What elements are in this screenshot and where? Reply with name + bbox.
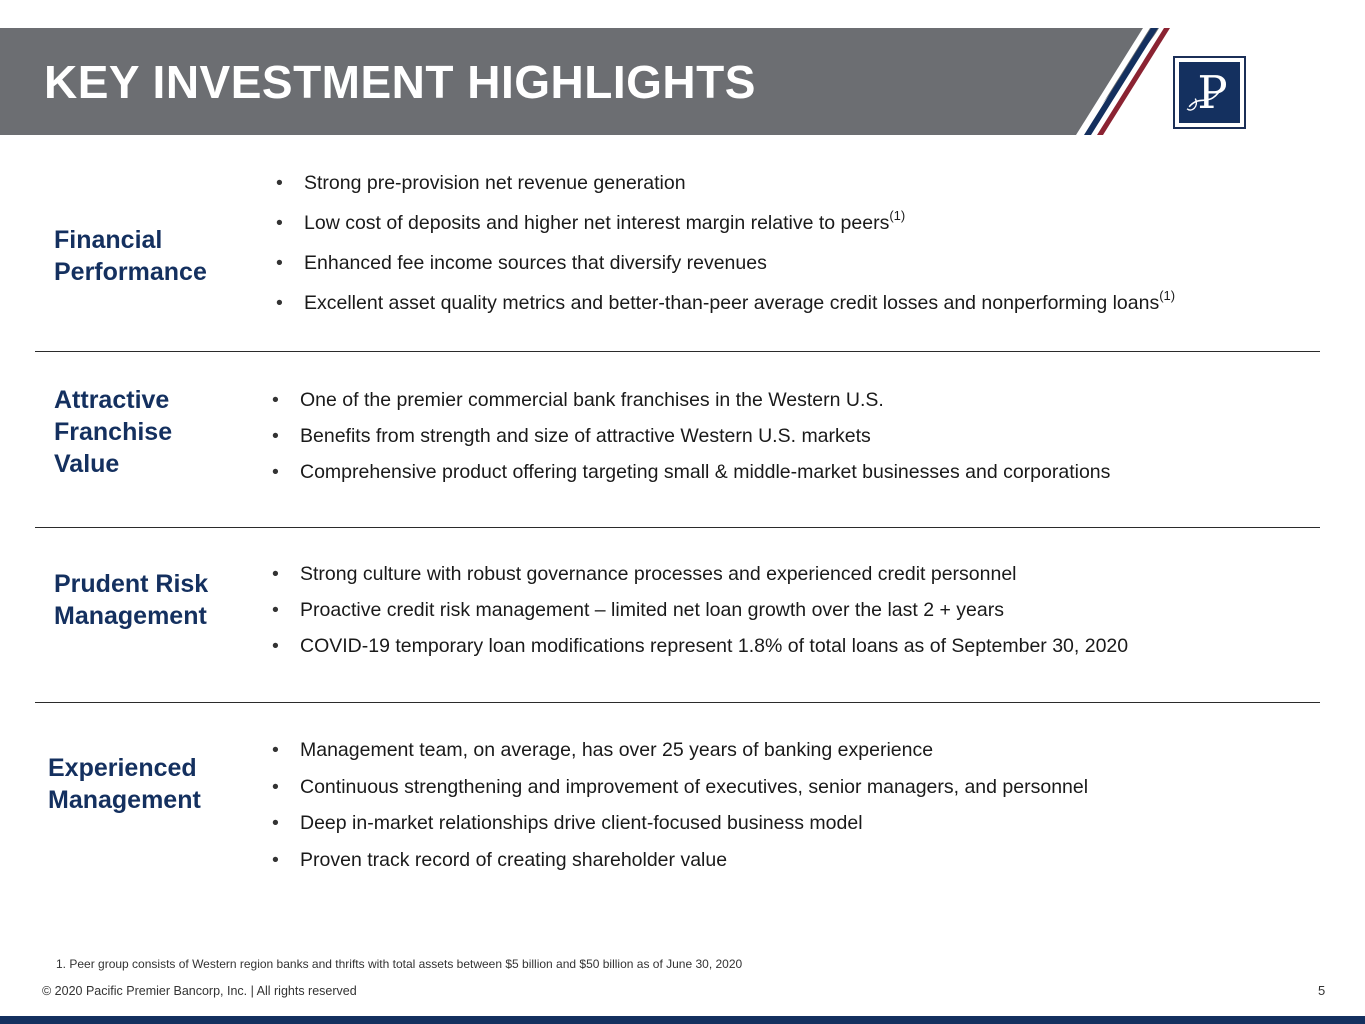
list-item: • Enhanced fee income sources that diversify revenues xyxy=(276,252,1175,292)
list-item: • Strong pre-provision net revenue generation xyxy=(276,172,1175,212)
section-label-attractive-franchise-value: Attractive Franchise Value xyxy=(54,386,173,478)
experienced-management-bullets xyxy=(272,739,1088,885)
section-label-prudent-risk-management: Prudent Risk Management xyxy=(54,570,209,630)
svg-text:P: P xyxy=(1197,65,1228,119)
section-label-experienced-management: Experienced Management xyxy=(48,754,201,814)
company-logo xyxy=(1173,56,1246,129)
section-divider xyxy=(35,702,1320,703)
footnote: 1. Peer group consists of Western region banks and thrifts with total assets between $5 billion and $50 billion as of June 30, 2020 xyxy=(56,957,743,971)
financial-performance-bullets xyxy=(276,172,1175,332)
list-item: • Management team, on average, has over 25 years of banking experience xyxy=(272,739,1088,776)
list-item: • Proactive credit risk management – limited net loan growth over the last 2 + years xyxy=(272,599,1128,635)
section-divider xyxy=(35,527,1320,528)
list-item: • Excellent asset quality metrics and better-than-peer average credit losses and nonperforming loans$^{(1)}$ xyxy=(276,292,1175,332)
list-item: • COVID-19 temporary loan modifications represent 1.8% of total loans as of September 30, 2020 xyxy=(272,635,1128,671)
list-item: • Low cost of deposits and higher net interest margin relative to peers$^{(1)}$ xyxy=(276,212,1175,252)
section-divider xyxy=(35,351,1320,352)
list-item: • Proven track record of creating shareholder value xyxy=(272,849,1088,886)
list-item: • Strong culture with robust governance processes and experienced credit personnel xyxy=(272,563,1128,599)
list-item: • Deep in-market relationships drive client-focused business model xyxy=(272,812,1088,849)
page-title: KEY INVESTMENT HIGHLIGHTS xyxy=(44,56,756,108)
list-item: • Comprehensive product offering targeting small & middle-market businesses and corporations xyxy=(272,461,1110,497)
section-label-financial-performance: Financial Performance xyxy=(54,226,207,286)
list-item: • One of the premier commercial bank franchises in the Western U.S. xyxy=(272,389,1110,425)
prudent-risk-bullets xyxy=(272,563,1128,671)
list-item: • Continuous strengthening and improvement of executives, senior managers, and personnel xyxy=(272,776,1088,813)
page-number: 5 xyxy=(1318,983,1326,998)
copyright-notice: © 2020 Pacific Premier Bancorp, Inc. | All rights reserved xyxy=(42,984,357,998)
footer-bar xyxy=(0,1016,1365,1024)
list-item: • Benefits from strength and size of attractive Western U.S. markets xyxy=(272,425,1110,461)
logo-monogram-icon xyxy=(1179,62,1240,123)
header-stripes-decoration xyxy=(1070,28,1180,135)
attractive-franchise-bullets xyxy=(272,389,1110,497)
